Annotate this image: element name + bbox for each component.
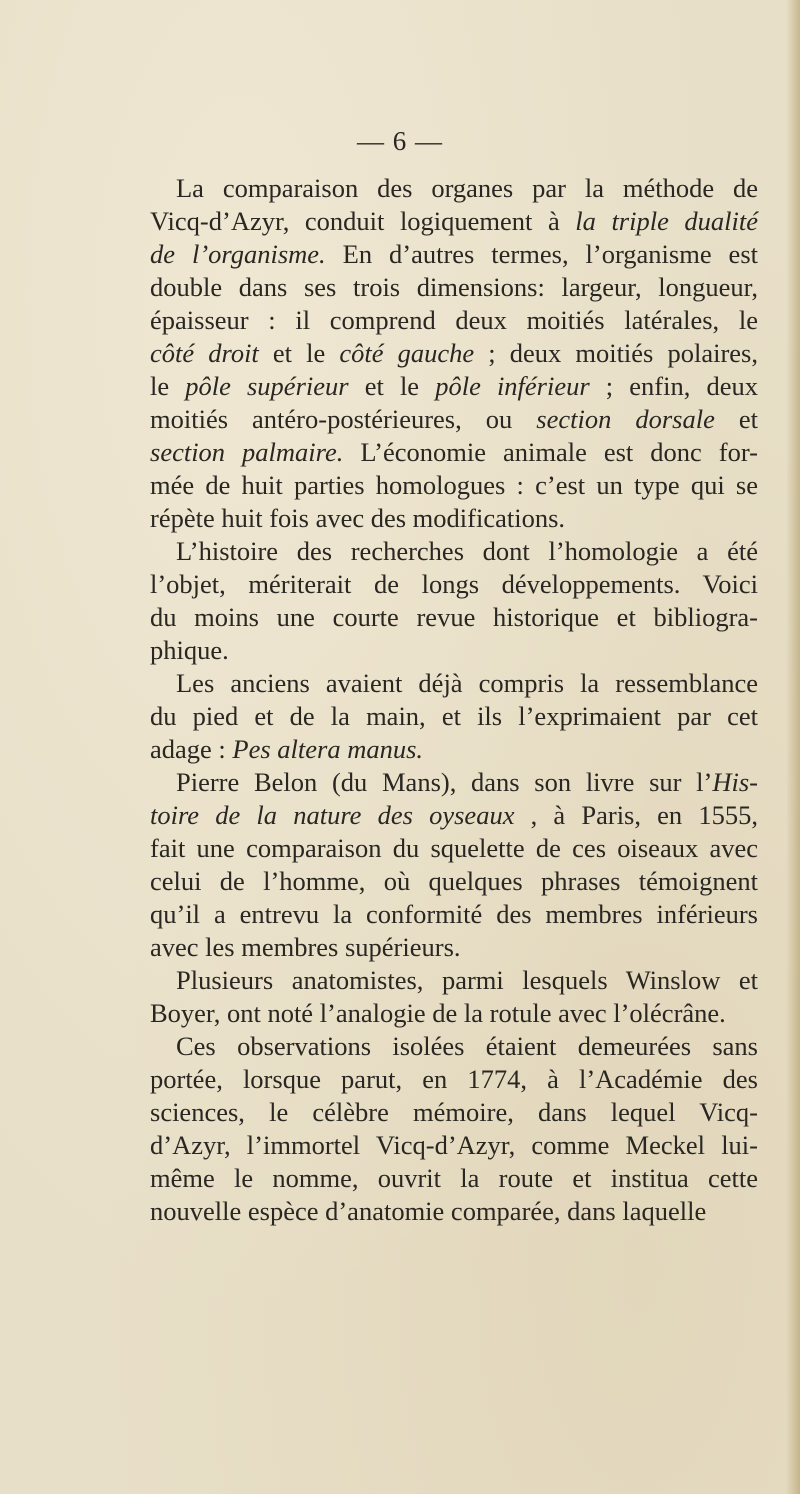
italic-text: côté gauche [339,338,475,368]
text-line [150,964,758,997]
italic-text: de l’organisme. [150,239,326,269]
text-run: double dans ses trois dimensions: largeur, longueur, [150,272,758,302]
page-number: — 6 — [357,126,443,156]
text-run: épaisseur : il comprend deux moitiés latérales, le [150,305,758,335]
text-line [150,568,758,601]
text-line [150,1096,758,1129]
text-line [150,601,758,634]
text-line [150,700,758,733]
text-run: En d’autres termes, l’organisme est [325,239,758,269]
text-run: ; deux moitiés polaires, [474,338,758,368]
italic-text: His- [712,767,758,797]
text-run: d’Azyr, l’immortel Vicq-d’Azyr, comme Meckel lui- [150,1130,758,1160]
text-run: Plusieurs anatomistes, parmi lesquels Winslow et [176,965,758,995]
text-line [150,1063,758,1096]
text-run: et le [348,371,436,401]
text-run: Pierre Belon (du Mans), dans son livre sur l’ [176,767,713,797]
text-run: fait une comparaison du squelette de ces oiseaux avec [150,833,758,863]
text-run: mée de huit parties homologues : c’est un type qui se [150,470,758,500]
text-line [150,799,758,832]
text-run: du moins une courte revue historique et bibliogra- [150,602,758,632]
text-line [150,1195,758,1228]
text-line [150,634,758,667]
text-line [150,1162,758,1195]
italic-text: la triple dualité [575,206,758,236]
text-line [150,238,758,271]
text-line [150,304,758,337]
text-run: Les anciens avaient déjà compris la ressemblance [176,668,758,698]
text-line [150,370,758,403]
text-line [150,766,758,799]
text-line [150,535,758,568]
text-run: Ces observations isolées étaient demeurées sans [176,1031,758,1061]
text-line [150,931,758,964]
italic-text: côté droit [150,338,259,368]
text-run: moitiés antéro-postérieures, ou [150,404,537,434]
text-line [150,865,758,898]
italic-text: Pes altera manus. [232,734,424,764]
italic-text: toire de la nature des oyseaux [150,800,515,830]
text-run: et le [258,338,340,368]
italic-text: section dorsale [536,404,715,434]
text-run: répète huit fois avec des modifications. [150,503,566,533]
text-run: adage : [150,734,233,764]
text-line [150,1030,758,1063]
italic-text: pôle supérieur [185,371,349,401]
text-line [150,172,758,205]
text-line [150,502,758,535]
text-run: l’objet, mériterait de longs développements. Voici [150,569,758,599]
text-line [150,271,758,304]
text-run: qu’il a entrevu la conformité des membres inférieurs [150,899,758,929]
text-line [150,832,758,865]
text-run: même le nomme, ouvrit la route et institua cette [150,1163,758,1193]
text-run: ; enfin, deux [589,371,759,401]
text-run: avec les membres supérieurs. [150,932,461,962]
italic-text: pôle inférieur [435,371,590,401]
text-line [150,1129,758,1162]
text-run: phique. [150,635,229,665]
text-run: portée, lorsque parut, en 1774, à l’Académie des [150,1064,758,1094]
text-run: Boyer, ont noté l’analogie de la rotule avec l’olécrâne. [150,998,726,1028]
text-run: le [150,371,186,401]
text-line [150,436,758,469]
text-line [150,997,758,1030]
text-run: , à Paris, en 1555, [514,800,758,830]
text-run: sciences, le célèbre mémoire, dans lequel Vicq- [150,1097,758,1127]
text-run: L’économie animale est donc for- [343,437,758,467]
text-line [150,667,758,700]
text-run: Vicq-d’Azyr, conduit logiquement à [150,206,576,236]
page-edge-shadow [786,0,800,1494]
body-text [150,172,758,1228]
text-run: du pied et de la main, et ils l’exprimaient par cet [150,701,758,731]
text-line [150,898,758,931]
text-line [150,733,758,766]
text-line [150,469,758,502]
italic-text: section palmaire. [150,437,344,467]
text-run: et [714,404,758,434]
text-line [150,205,758,238]
text-run: nouvelle espèce d’anatomie comparée, dans laquelle [150,1196,707,1226]
text-run: celui de l’homme, où quelques phrases témoignent [150,866,758,896]
text-run: L’histoire des recherches dont l’homologie a été [176,536,758,566]
text-line [150,337,758,370]
text-run: La comparaison des organes par la méthode de [176,173,758,203]
text-line [150,403,758,436]
